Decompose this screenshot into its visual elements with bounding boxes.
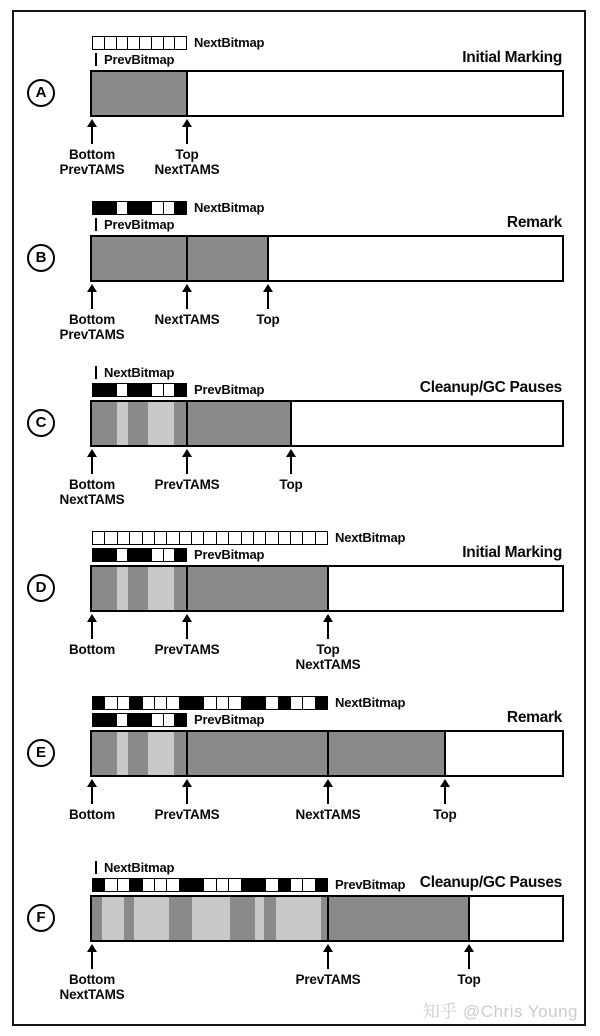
region-divider: [186, 402, 188, 445]
prev-bitmap-row: [92, 217, 174, 232]
bitmap-label: PrevBitmap: [194, 712, 265, 727]
bitmap-cell-empty: [228, 697, 240, 709]
bitmap-cell-empty: [203, 697, 215, 709]
region-segment-free: [291, 402, 562, 445]
bitmap-cell-empty: [127, 37, 139, 49]
bitmap-label: PrevBitmap: [194, 547, 265, 562]
bitmap-cell-empty: [117, 697, 129, 709]
bitmap-cell-empty: [265, 879, 277, 891]
bitmap-cell-marked: [278, 697, 290, 709]
region-segment-free: [268, 237, 562, 280]
panel-D: [14, 530, 584, 695]
bitmap-cell-marked: [93, 697, 104, 709]
region-segment-marked: [124, 897, 134, 940]
bitmap-label: PrevBitmap: [104, 52, 175, 67]
phase-label: Cleanup/GC Pauses: [419, 874, 562, 891]
marker-label: PrevTAMS: [59, 327, 125, 342]
heap-region-bar: [90, 895, 564, 942]
heap-region-bar: [90, 400, 564, 447]
region-segment-marked: [187, 732, 445, 775]
panel-letter-badge: B: [27, 244, 55, 272]
region-segment-free: [445, 732, 562, 775]
bitmap-cell-marked: [139, 202, 151, 214]
arrow-line: [468, 951, 470, 969]
marker-label: Bottom: [68, 642, 116, 657]
bitmap-strip: [92, 713, 187, 727]
bitmap-cell-empty: [154, 532, 166, 544]
bitmap-cell-empty: [116, 549, 128, 561]
region-divider: [290, 402, 292, 445]
bitmap-cell-empty: [151, 714, 163, 726]
bitmap-cell-marked: [278, 879, 290, 891]
marker-label: NextTAMS: [295, 657, 361, 672]
bitmap-cell-marked: [174, 714, 186, 726]
panel-letter-badge: C: [27, 409, 55, 437]
bitmap-cell-empty: [154, 879, 166, 891]
bitmap-label: NextBitmap: [335, 695, 406, 710]
region-divider: [267, 237, 269, 280]
watermark: 知乎 @Chris Young: [422, 1002, 578, 1021]
panel-letter-badge: A: [27, 79, 55, 107]
marker-label: PrevTAMS: [154, 477, 220, 492]
arrow-line: [186, 621, 188, 639]
bitmap-cell-empty: [203, 532, 215, 544]
bitmap-cell-marked: [315, 879, 327, 891]
bitmap-cell-empty: [278, 532, 290, 544]
bitmap-cell-empty: [93, 532, 104, 544]
region-segment-live-light: [192, 897, 230, 940]
bitmap-label: NextBitmap: [194, 200, 265, 215]
bitmap-label: PrevBitmap: [335, 877, 406, 892]
marker-label: NextTAMS: [154, 312, 220, 327]
bitmap-cell-marked: [129, 879, 141, 891]
bitmap-cell-empty: [290, 879, 302, 891]
panel-letter-badge: E: [27, 739, 55, 767]
bitmap-cell-marked: [104, 384, 116, 396]
next-bitmap-row: [92, 365, 174, 380]
bitmap-cell-marked: [174, 202, 186, 214]
marker-label: PrevTAMS: [295, 972, 361, 987]
bitmap-tick: [95, 861, 97, 874]
bitmap-cell-marked: [139, 384, 151, 396]
region-segment-marked: [230, 897, 255, 940]
bitmap-cell-marked: [139, 549, 151, 561]
marker-label: PrevTAMS: [154, 807, 220, 822]
region-divider: [327, 897, 329, 940]
arrow-line: [91, 291, 93, 309]
bitmap-cell-empty: [163, 714, 175, 726]
bitmap-cell-empty: [93, 37, 104, 49]
next-bitmap-row: [92, 35, 264, 50]
bitmap-cell-empty: [302, 532, 314, 544]
region-divider: [327, 732, 329, 775]
bitmap-cell-empty: [104, 532, 116, 544]
panel-B: [14, 200, 584, 365]
bitmap-cell-empty: [228, 532, 240, 544]
bitmap-strip: [92, 201, 187, 215]
arrow-line: [327, 621, 329, 639]
bitmap-label: PrevBitmap: [194, 382, 265, 397]
bitmap-strip: [92, 383, 187, 397]
arrow-line: [267, 291, 269, 309]
region-segment-marked: [264, 897, 276, 940]
bitmap-cell-marked: [253, 697, 265, 709]
region-segment-marked: [92, 402, 117, 445]
region-segment-live-light: [255, 897, 264, 940]
bitmap-cell-empty: [163, 384, 175, 396]
marker-label: Bottom: [68, 477, 116, 492]
panel-letter-badge: D: [27, 574, 55, 602]
bitmap-cell-empty: [302, 879, 314, 891]
bitmap-cell-empty: [116, 384, 128, 396]
bitmap-cell-empty: [166, 879, 178, 891]
region-segment-live-light: [148, 402, 174, 445]
prev-bitmap-row: [92, 877, 405, 892]
region-segment-free: [328, 567, 562, 610]
region-segment-live-light: [117, 402, 128, 445]
bitmap-cell-empty: [302, 697, 314, 709]
arrow-line: [91, 951, 93, 969]
prev-bitmap-row: [92, 712, 264, 727]
bitmap-cell-marked: [93, 202, 104, 214]
region-segment-live-light: [117, 732, 128, 775]
bitmap-strip: [92, 878, 328, 892]
prev-bitmap-row: [92, 547, 264, 562]
bitmap-tick: [95, 218, 97, 231]
bitmap-cell-marked: [127, 549, 139, 561]
bitmap-cell-marked: [127, 384, 139, 396]
region-divider: [468, 897, 470, 940]
panel-C: [14, 365, 584, 530]
bitmap-cell-empty: [139, 37, 151, 49]
region-segment-live-light: [148, 567, 174, 610]
bitmap-cell-marked: [104, 714, 116, 726]
region-divider: [186, 72, 188, 115]
bitmap-tick: [95, 366, 97, 379]
bitmap-cell-marked: [179, 697, 191, 709]
phase-label: Remark: [506, 214, 562, 231]
marker-label: NextTAMS: [59, 987, 125, 1002]
prev-bitmap-row: [92, 52, 174, 67]
region-divider: [186, 237, 188, 280]
region-segment-marked: [187, 402, 291, 445]
marker-label: Bottom: [68, 147, 116, 162]
marker-label: NextTAMS: [295, 807, 361, 822]
region-segment-marked: [187, 567, 328, 610]
bitmap-cell-empty: [151, 202, 163, 214]
bitmap-cell-empty: [265, 697, 277, 709]
heap-region-bar: [90, 70, 564, 117]
marker-label: Top: [256, 312, 280, 327]
bitmap-cell-marked: [104, 202, 116, 214]
region-segment-live-light: [148, 732, 174, 775]
region-segment-marked: [128, 567, 148, 610]
bitmap-label: NextBitmap: [104, 860, 175, 875]
next-bitmap-row: [92, 200, 264, 215]
phase-label: Initial Marking: [462, 544, 562, 561]
region-segment-free: [469, 897, 562, 940]
bitmap-cell-marked: [129, 697, 141, 709]
arrow-line: [186, 126, 188, 144]
bitmap-cell-empty: [163, 549, 175, 561]
bitmap-cell-marked: [127, 714, 139, 726]
bitmap-cell-marked: [191, 879, 203, 891]
bitmap-cell-empty: [104, 37, 116, 49]
region-segment-marked: [169, 897, 192, 940]
bitmap-cell-empty: [104, 697, 116, 709]
bitmap-cell-marked: [315, 697, 327, 709]
arrow-line: [91, 456, 93, 474]
bitmap-cell-marked: [93, 549, 104, 561]
phase-label: Remark: [506, 709, 562, 726]
region-divider: [327, 567, 329, 610]
heap-region-bar: [90, 730, 564, 777]
marker-label: Bottom: [68, 972, 116, 987]
marker-label: Top: [316, 642, 340, 657]
bitmap-cell-empty: [265, 532, 277, 544]
bitmap-cell-empty: [253, 532, 265, 544]
arrow-line: [91, 126, 93, 144]
bitmap-cell-marked: [104, 549, 116, 561]
marker-label: Top: [457, 972, 481, 987]
bitmap-cell-empty: [142, 697, 154, 709]
region-segment-marked: [128, 732, 148, 775]
bitmap-cell-empty: [216, 532, 228, 544]
bitmap-strip: [92, 548, 187, 562]
bitmap-cell-empty: [203, 879, 215, 891]
next-bitmap-row: [92, 860, 174, 875]
bitmap-cell-empty: [174, 37, 186, 49]
bitmap-cell-marked: [93, 879, 104, 891]
bitmap-cell-empty: [151, 384, 163, 396]
panel-A: [14, 35, 584, 200]
heap-region-bar: [90, 235, 564, 282]
bitmap-cell-empty: [163, 37, 175, 49]
bitmap-cell-empty: [117, 532, 129, 544]
region-segment-marked: [92, 237, 268, 280]
bitmap-tick: [95, 53, 97, 66]
marker-label: Top: [279, 477, 303, 492]
bitmap-cell-empty: [116, 202, 128, 214]
arrow-line: [327, 951, 329, 969]
panel-E: [14, 695, 584, 860]
bitmap-cell-empty: [315, 532, 327, 544]
arrow-line: [186, 786, 188, 804]
arrow-line: [186, 291, 188, 309]
bitmap-cell-empty: [142, 532, 154, 544]
region-segment-marked: [328, 897, 469, 940]
marker-label: Top: [433, 807, 457, 822]
region-segment-live-light: [102, 897, 124, 940]
phase-label: Initial Marking: [462, 49, 562, 66]
arrow-line: [327, 786, 329, 804]
bitmap-label: NextBitmap: [194, 35, 265, 50]
bitmap-cell-empty: [241, 532, 253, 544]
next-bitmap-row: [92, 695, 405, 710]
bitmap-cell-empty: [191, 532, 203, 544]
bitmap-cell-empty: [166, 697, 178, 709]
bitmap-cell-empty: [228, 879, 240, 891]
arrow-line: [91, 621, 93, 639]
bitmap-cell-empty: [116, 714, 128, 726]
bitmap-cell-empty: [166, 532, 178, 544]
phase-label: Cleanup/GC Pauses: [419, 379, 562, 396]
region-segment-live-light: [134, 897, 169, 940]
region-segment-live-light: [276, 897, 321, 940]
heap-region-bar: [90, 565, 564, 612]
bitmap-cell-empty: [142, 879, 154, 891]
region-segment-live-light: [117, 567, 128, 610]
arrow-line: [290, 456, 292, 474]
region-segment-marked: [92, 567, 117, 610]
bitmap-cell-marked: [174, 549, 186, 561]
bitmap-cell-marked: [241, 697, 253, 709]
bitmap-cell-marked: [93, 714, 104, 726]
bitmap-cell-marked: [191, 697, 203, 709]
panel-letter-badge: F: [27, 904, 55, 932]
bitmap-cell-empty: [154, 697, 166, 709]
bitmap-cell-marked: [241, 879, 253, 891]
bitmap-cell-marked: [179, 879, 191, 891]
prev-bitmap-row: [92, 382, 264, 397]
marker-label: Bottom: [68, 312, 116, 327]
region-divider: [186, 732, 188, 775]
arrow-line: [444, 786, 446, 804]
region-divider: [444, 732, 446, 775]
bitmap-label: PrevBitmap: [104, 217, 175, 232]
marker-label: NextTAMS: [59, 492, 125, 507]
bitmap-cell-empty: [290, 697, 302, 709]
bitmap-cell-empty: [290, 532, 302, 544]
bitmap-strip: [92, 531, 328, 545]
bitmap-strip: [92, 696, 328, 710]
bitmap-cell-marked: [174, 384, 186, 396]
region-segment-free: [187, 72, 562, 115]
bitmap-label: NextBitmap: [335, 530, 406, 545]
marker-label: Bottom: [68, 807, 116, 822]
bitmap-strip: [92, 36, 187, 50]
bitmap-cell-empty: [117, 879, 129, 891]
marker-label: NextTAMS: [154, 162, 220, 177]
region-segment-marked: [128, 402, 148, 445]
arrow-line: [91, 786, 93, 804]
marker-label: PrevTAMS: [59, 162, 125, 177]
bitmap-cell-empty: [116, 37, 128, 49]
region-segment-marked: [92, 897, 102, 940]
diagram-frame: [12, 10, 586, 1026]
bitmap-cell-empty: [163, 202, 175, 214]
region-divider: [186, 567, 188, 610]
arrow-line: [186, 456, 188, 474]
bitmap-cell-marked: [127, 202, 139, 214]
bitmap-cell-marked: [253, 879, 265, 891]
bitmap-label: NextBitmap: [104, 365, 175, 380]
region-segment-marked: [92, 72, 187, 115]
bitmap-cell-marked: [139, 714, 151, 726]
bitmap-cell-empty: [151, 37, 163, 49]
bitmap-cell-marked: [93, 384, 104, 396]
marker-label: PrevTAMS: [154, 642, 220, 657]
bitmap-cell-empty: [216, 879, 228, 891]
next-bitmap-row: [92, 530, 405, 545]
bitmap-cell-empty: [104, 879, 116, 891]
region-segment-marked: [92, 732, 117, 775]
bitmap-cell-empty: [179, 532, 191, 544]
marker-label: Top: [175, 147, 199, 162]
bitmap-cell-empty: [216, 697, 228, 709]
bitmap-cell-empty: [129, 532, 141, 544]
bitmap-cell-empty: [151, 549, 163, 561]
